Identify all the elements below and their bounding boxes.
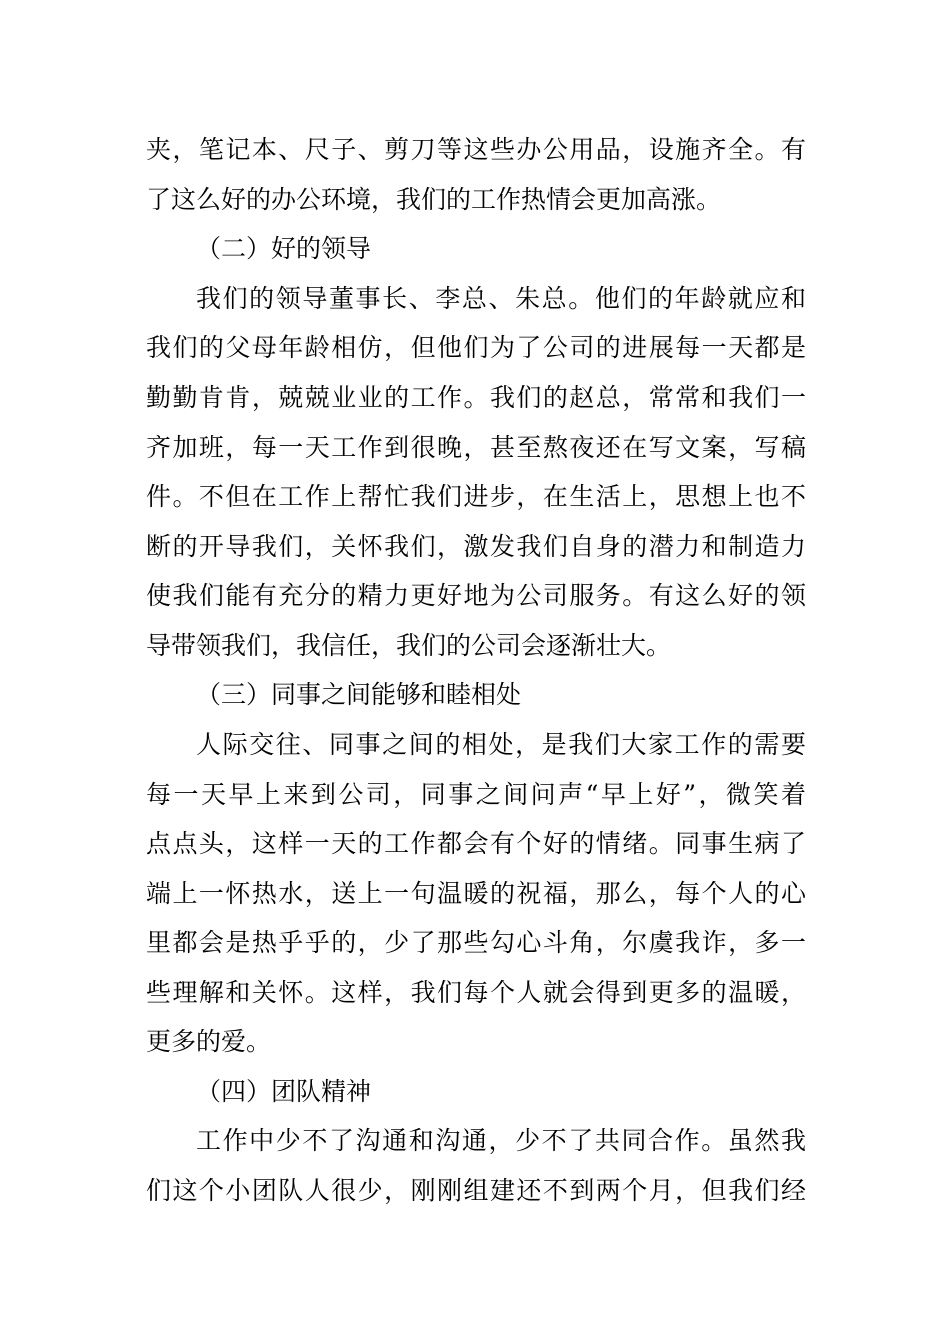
body-line: 点点头，这样一天的工作都会有个好的情绪。同事生病了: [146, 829, 806, 858]
section-heading: （三）同事之间能够和睦相处: [196, 680, 522, 709]
section-heading: （四）团队精神: [196, 1077, 372, 1106]
section-heading: （二）好的领导: [196, 234, 372, 263]
body-line: 更多的爱。: [146, 1027, 272, 1056]
paragraph-first-line: 工作中少不了沟通和沟通，少不了共同合作。虽然我: [196, 1126, 806, 1155]
body-line: 使我们能有充分的精力更好地为公司服务。有这么好的领: [146, 581, 806, 610]
body-line: 断的开导我们，关怀我们，激发我们自身的潜力和制造力: [146, 532, 806, 561]
body-line: 勤勤肯肯，兢兢业业的工作。我们的赵总，常常和我们一: [146, 383, 806, 412]
body-line: 我们的父母年龄相仿，但他们为了公司的进展每一天都是: [146, 333, 806, 362]
paragraph-first-line: 我们的领导董事长、李总、朱总。他们的年龄就应和: [196, 284, 806, 313]
body-line: 夹，笔记本、尺子、剪刀等这些办公用品，设施齐全。有: [146, 135, 806, 164]
body-line: 导带领我们，我信任，我们的公司会逐渐壮大。: [146, 631, 672, 660]
body-line: 里都会是热乎乎的，少了那些勾心斗角，尔虞我诈，多一: [146, 928, 806, 957]
body-line: 端上一怀热水，送上一句温暖的祝福，那么，每个人的心: [146, 879, 806, 908]
paragraph-first-line: 人际交往、同事之间的相处，是我们大家工作的需要: [196, 730, 806, 759]
body-line: 齐加班，每一天工作到很晚，甚至熬夜还在写文案，写稿: [146, 433, 806, 462]
body-line: 了这么好的办公环境，我们的工作热情会更加高涨。: [146, 185, 722, 214]
body-line: 们这个小团队人很少，刚刚组建还不到两个月，但我们经: [146, 1176, 806, 1205]
body-line: 件。不但在工作上帮忙我们进步，在生活上，思想上也不: [146, 482, 806, 511]
body-line: 些理解和关怀。这样，我们每个人就会得到更多的温暖，: [146, 978, 806, 1007]
body-line: 每一天早上来到公司，同事之间问声“早上好”，微笑着: [146, 780, 806, 809]
